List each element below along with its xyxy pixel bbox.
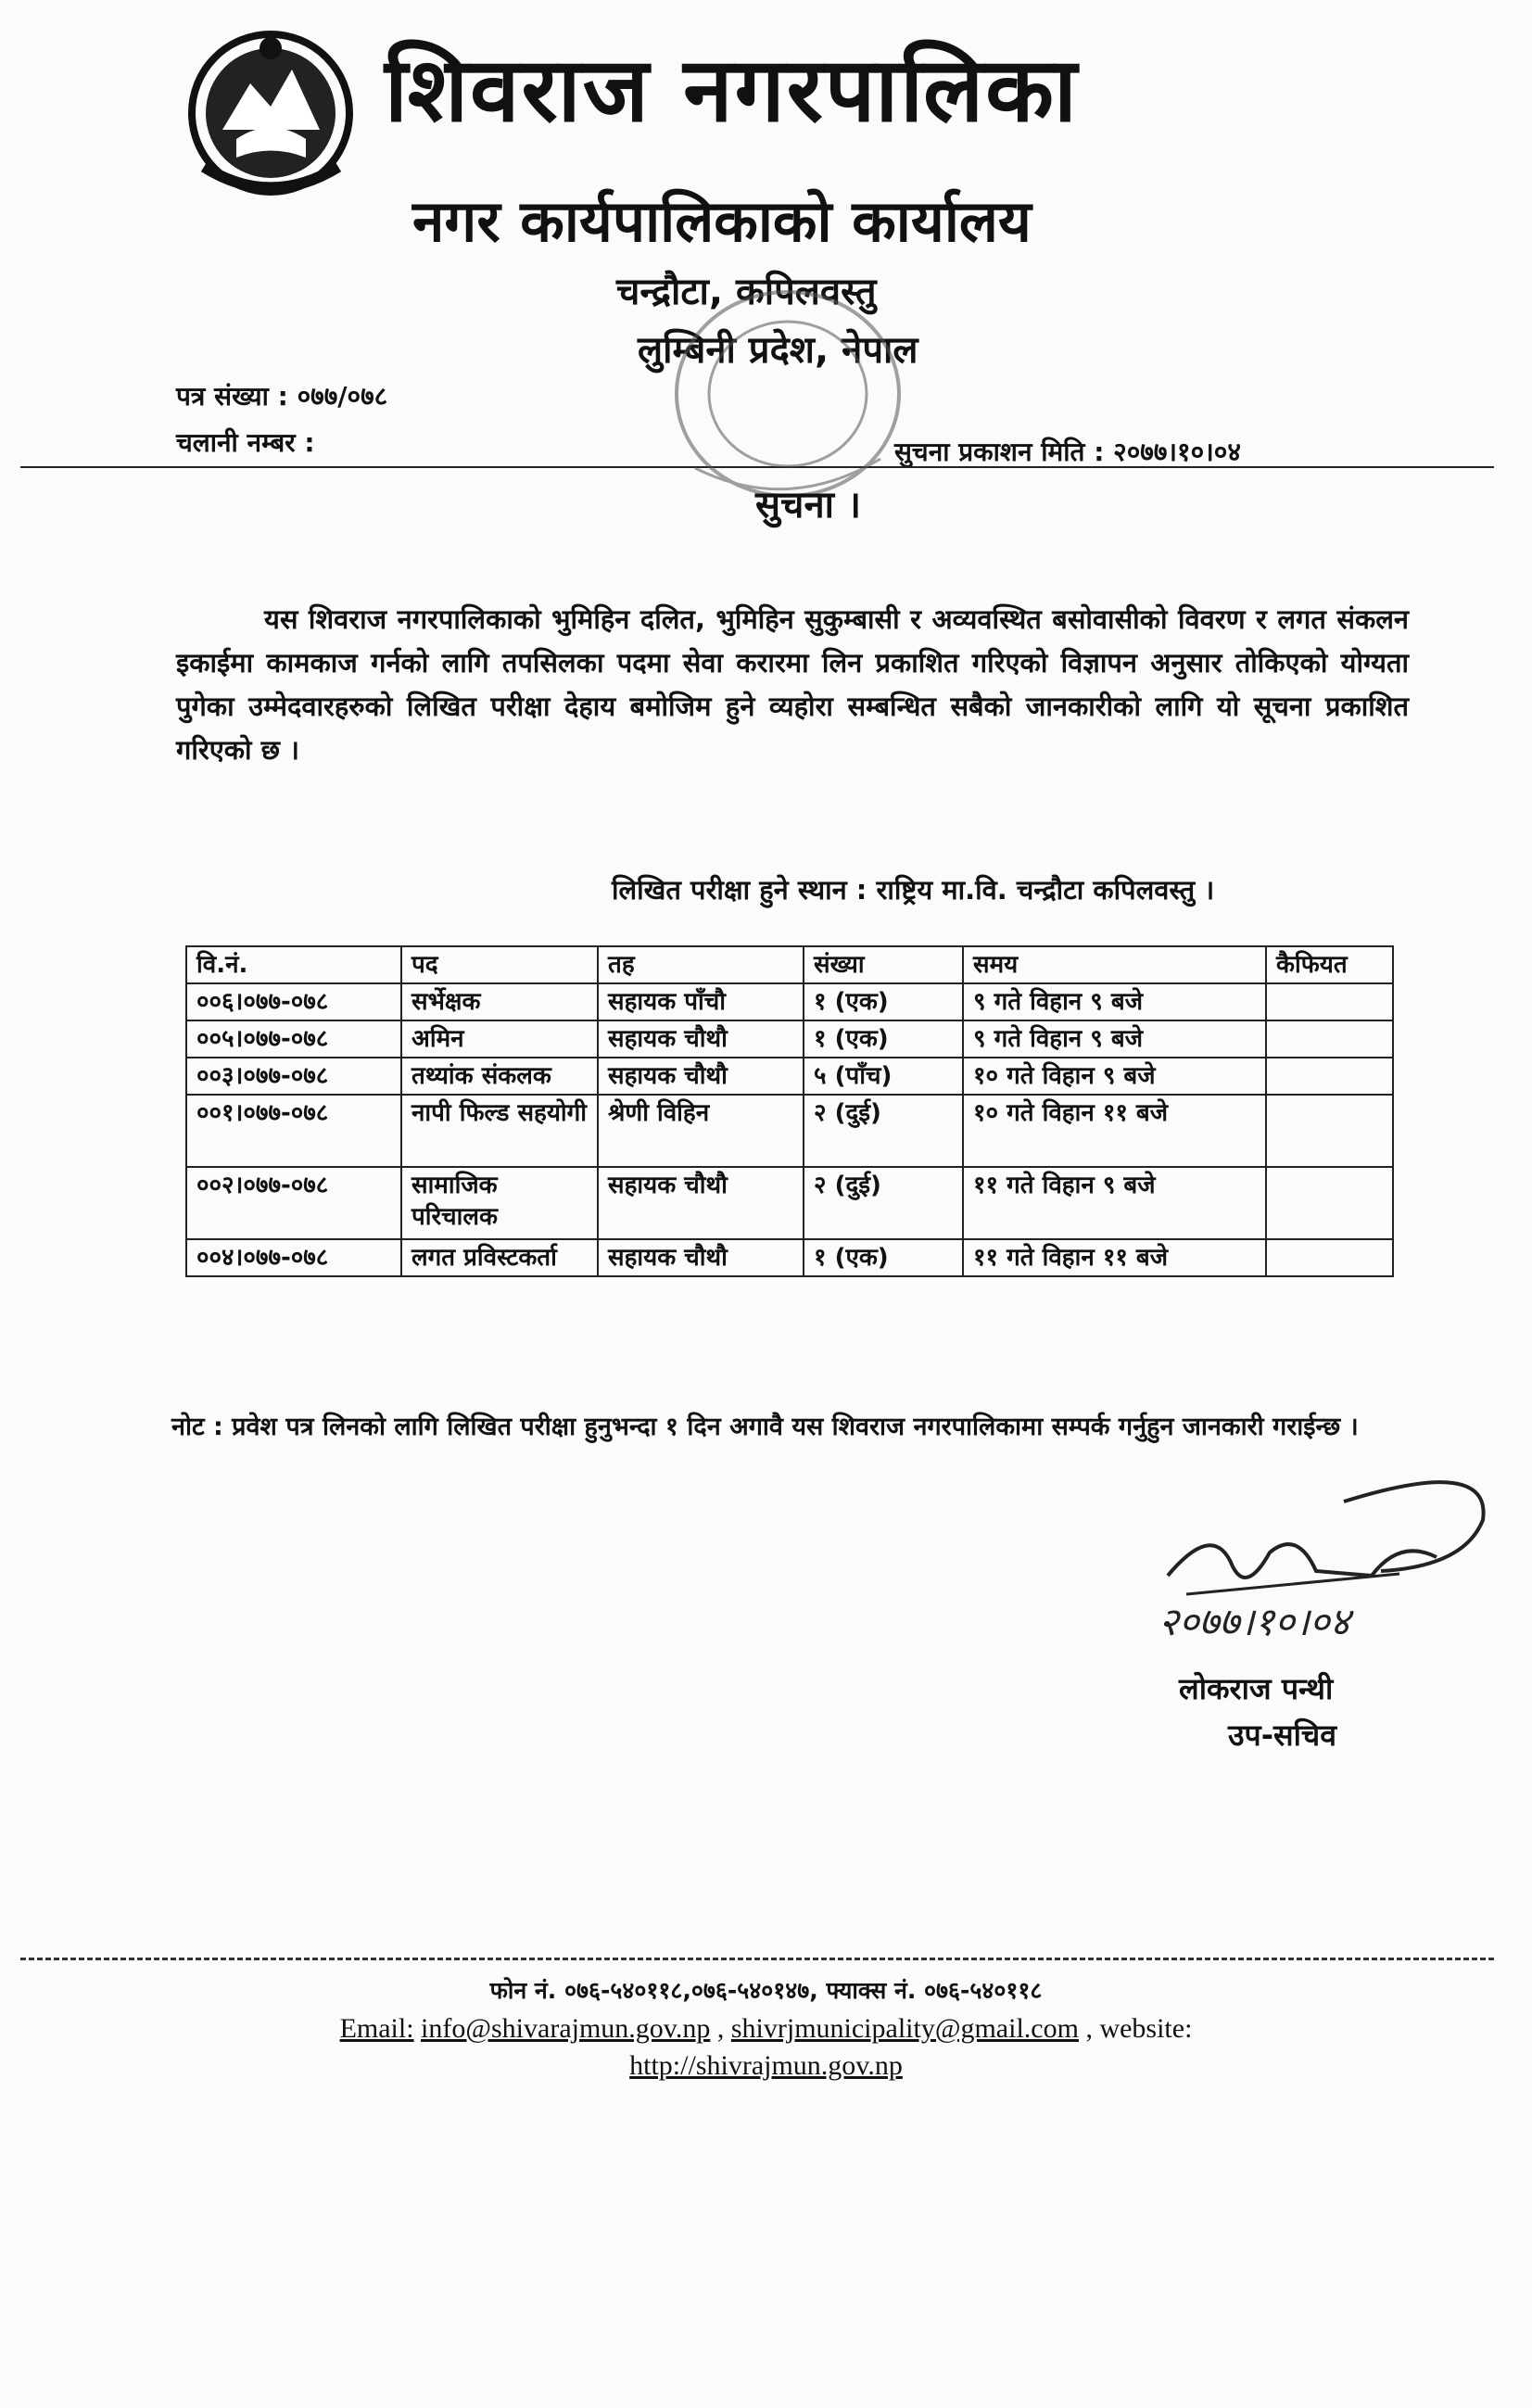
publish-date-value: २०७७।१०।०४	[1113, 437, 1241, 467]
publish-date-label: सुचना प्रकाशन मिति :	[894, 437, 1105, 467]
cell-level: सहायक पाँचौ	[598, 983, 804, 1020]
footer-website	[0, 2050, 1532, 2082]
cell-time: १० गते विहान ११ बजे	[963, 1095, 1266, 1167]
cell-level: सहायक चौथौ	[598, 1167, 804, 1239]
table-row	[186, 1239, 1393, 1276]
cell-post: अमिन	[401, 1020, 598, 1058]
exam-schedule-table	[185, 945, 1394, 1277]
header-level: तह	[598, 946, 804, 983]
header-time: समय	[963, 946, 1266, 983]
cell-post: नापी फिल्ड सहयोगी	[401, 1095, 598, 1167]
municipality-name: शिवराज नगरपालिका	[385, 38, 1079, 142]
cell-remarks	[1266, 1020, 1393, 1058]
cell-post: सामाजिक परिचालक	[401, 1167, 598, 1239]
cell-remarks	[1266, 983, 1393, 1020]
cell-count: ५ (पाँच)	[804, 1058, 963, 1095]
table-row	[186, 1020, 1393, 1058]
table-row	[186, 1167, 1393, 1239]
cell-count: १ (एक)	[804, 1239, 963, 1276]
email-link-office[interactable]: info@shivarajmun.gov.np	[421, 2013, 711, 2044]
footer-divider	[20, 1958, 1494, 1960]
cell-post: लगत प्रविस्टकर्ता	[401, 1239, 598, 1276]
email-label: Email:	[339, 2013, 414, 2044]
cell-remarks	[1266, 1058, 1393, 1095]
cell-ad-number: ००५।०७७-०७८	[186, 1020, 401, 1058]
cell-ad-number: ००१।०७७-०७८	[186, 1095, 401, 1167]
header-post: पद	[401, 946, 598, 983]
exam-venue: लिखित परीक्षा हुने स्थान : राष्ट्रिय मा.वि. चन्द्रौटा कपिलवस्तु ।	[612, 874, 1215, 906]
cell-count: १ (एक)	[804, 1020, 963, 1058]
cell-ad-number: ००४।०७७-०७८	[186, 1239, 401, 1276]
cell-time: ९ गते विहान ९ बजे	[963, 983, 1266, 1020]
cell-time: १० गते विहान ९ बजे	[963, 1058, 1266, 1095]
cell-level: सहायक चौथौ	[598, 1058, 804, 1095]
office-location: चन्द्रौटा, कपिलवस्तु	[616, 271, 877, 313]
letter-number-label: पत्र संख्या :	[176, 381, 288, 412]
notice-body: यस शिवराज नगरपालिकाको भुमिहिन दलित, भुमिहिन सुकुम्बासी र अव्यवस्थित बसोवासीको विवरण र लगत संकलन इकाईमा कामकाज गर्नको लागि तपसिलका पदमा सेवा करारमा लिन प्रकाशित गरिएको विज्ञापन अनुसार तोकिएको योग्यता पुगेका उम्मेदवारहरुको लिखित परीक्षा देहाय बमोजिम हुने व्यहोरा सम्बन्धित सबैको जानकारीको लागि यो सूचना प्रकाशित गरिएको छ ।	[176, 603, 1409, 766]
cell-count: २ (दुई)	[804, 1167, 963, 1239]
admit-card-note: नोट : प्रवेश पत्र लिनको लागि लिखित परीक्षा हुनुभन्दा १ दिन अगावै यस शिवराज नगरपालिकामा सम्पर्क गर्नुहुन जानकारी गराईन्छ ।	[171, 1413, 1359, 1441]
office-province: लुम्बिनी प्रदेश, नेपाल	[638, 329, 918, 372]
cell-time: ११ गते विहान ९ बजे	[963, 1167, 1266, 1239]
cell-time: ९ गते विहान ९ बजे	[963, 1020, 1266, 1058]
cell-level: सहायक चौथौ	[598, 1020, 804, 1058]
cell-level: श्रेणी विहिन	[598, 1095, 804, 1167]
header-ad-number: वि.नं.	[186, 946, 401, 983]
cell-post: सर्भेक्षक	[401, 983, 598, 1020]
cell-ad-number: ००२।०७७-०७८	[186, 1167, 401, 1239]
website-label: , website:	[1085, 2013, 1193, 2044]
cell-remarks	[1266, 1095, 1393, 1167]
letter-number	[176, 378, 387, 413]
website-link[interactable]: http://shivrajmun.gov.np	[629, 2050, 903, 2081]
table-row	[186, 1058, 1393, 1095]
signatory-name: लोकराज पन्थी	[1179, 1671, 1334, 1706]
cell-post: तथ्यांक संकलक	[401, 1058, 598, 1095]
footer-phone-fax: फोन नं. ०७६-५४०११८,०७६-५४०१४७, फ्याक्स नं. ०७६-५४०११८	[489, 1977, 1043, 2004]
table-header-row	[186, 946, 1393, 983]
cell-remarks	[1266, 1167, 1393, 1239]
signature-date: २०७७।१०।०४	[1158, 1599, 1350, 1644]
header-remarks: कैफियत	[1266, 946, 1393, 983]
cell-ad-number: ००३।०७७-०७८	[186, 1058, 401, 1095]
dispatch-number-label: चलानी नम्बर :	[176, 427, 315, 458]
table-row	[186, 983, 1393, 1020]
cell-level: सहायक चौथौ	[598, 1239, 804, 1276]
notice-heading: सुचना ।	[755, 484, 862, 526]
table-row	[186, 1095, 1393, 1167]
signatory-designation: उप-सचिव	[1228, 1717, 1337, 1753]
publish-date	[894, 434, 1241, 469]
cell-count: १ (एक)	[804, 983, 963, 1020]
email-link-municipality[interactable]: shivrjmunicipality@gmail.com	[730, 2013, 1079, 2044]
cell-time: ११ गते विहान ११ बजे	[963, 1239, 1266, 1276]
nepal-emblem-logo	[185, 28, 357, 209]
header-count: संख्या	[804, 946, 963, 983]
letter-number-value: ०७७/०७८	[297, 381, 388, 412]
cell-remarks	[1266, 1239, 1393, 1276]
cell-ad-number: ००६।०७७-०७८	[186, 983, 401, 1020]
email-separator: ,	[716, 2013, 725, 2044]
office-name: नगर कार्यपालिकाको कार्यालय	[412, 187, 1032, 255]
cell-count: २ (दुई)	[804, 1095, 963, 1167]
footer-contact	[0, 2013, 1532, 2045]
